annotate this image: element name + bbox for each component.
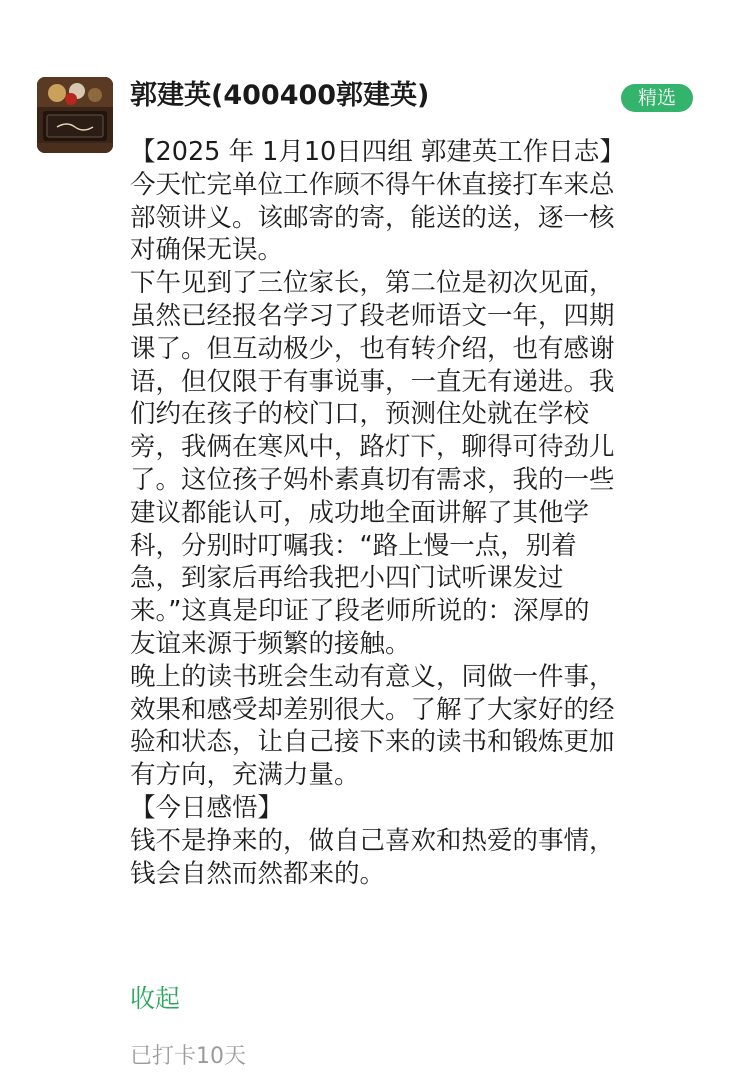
content-line: 晚上的读书班会生动有意义，同做一件事， — [130, 661, 615, 692]
avatar[interactable] — [37, 77, 113, 153]
content-line: 语，但仅限于有事说事，一直无有递进。我 — [130, 366, 615, 397]
content-line: 部领讲义。该邮寄的寄，能送的送，逐一核 — [130, 202, 615, 233]
content-line: 【2025 年 1月10日四组 郭建英工作日志】 — [130, 137, 625, 167]
collapse-button[interactable]: 收起 — [130, 984, 181, 1013]
avatar-photo-icon — [37, 77, 113, 153]
content-line: 虽然已经报名学习了段老师语文一年，四期 — [130, 300, 615, 331]
content-line: 来。”这真是印证了段老师所说的：深厚的 — [130, 596, 590, 627]
content-line: 友谊来源于频繁的接触。 — [130, 628, 411, 659]
content-line: 效果和感受却差别很大。了解了大家好的经 — [130, 694, 615, 725]
content-line: 【今日感悟】 — [130, 792, 284, 823]
content-line: 下午见到了三位家长，第二位是初次见面， — [130, 268, 615, 299]
checkin-count: 已打卡10天 — [130, 1044, 246, 1069]
content-line: 们约在孩子的校门口，预测住处就在学校 — [130, 399, 590, 430]
author-name[interactable]: 郭建英(400400郭建英) — [130, 80, 430, 111]
content-line: 有方向，充满力量。 — [130, 760, 360, 791]
content-line: 课了。但互动极少，也有转介绍，也有感谢 — [130, 333, 615, 364]
content-line: 建议都能认可，成功地全面讲解了其他学 — [130, 497, 590, 528]
post-content — [130, 136, 690, 890]
content-line: 验和状态，让自己接下来的读书和锻炼更加 — [130, 727, 615, 758]
content-line: 旁，我俩在寒风中，路灯下，聊得可待劲儿 — [130, 432, 615, 463]
content-line: 钱会自然而然都来的。 — [130, 858, 386, 889]
content-line: 了。这位孩子妈朴素真切有需求，我的一些 — [130, 464, 615, 495]
content-line: 急，到家后再给我把小四门试听课发过 — [130, 563, 564, 594]
content-line: 科，分别时叮嘱我：“路上慢一点，别着 — [130, 530, 577, 561]
content-line: 钱不是挣来的，做自己喜欢和热爱的事情， — [130, 825, 615, 856]
content-line: 对确保无误。 — [130, 235, 284, 266]
featured-badge: 精选 — [621, 84, 693, 112]
content-line: 今天忙完单位工作顾不得午休直接打车来总 — [130, 169, 615, 200]
